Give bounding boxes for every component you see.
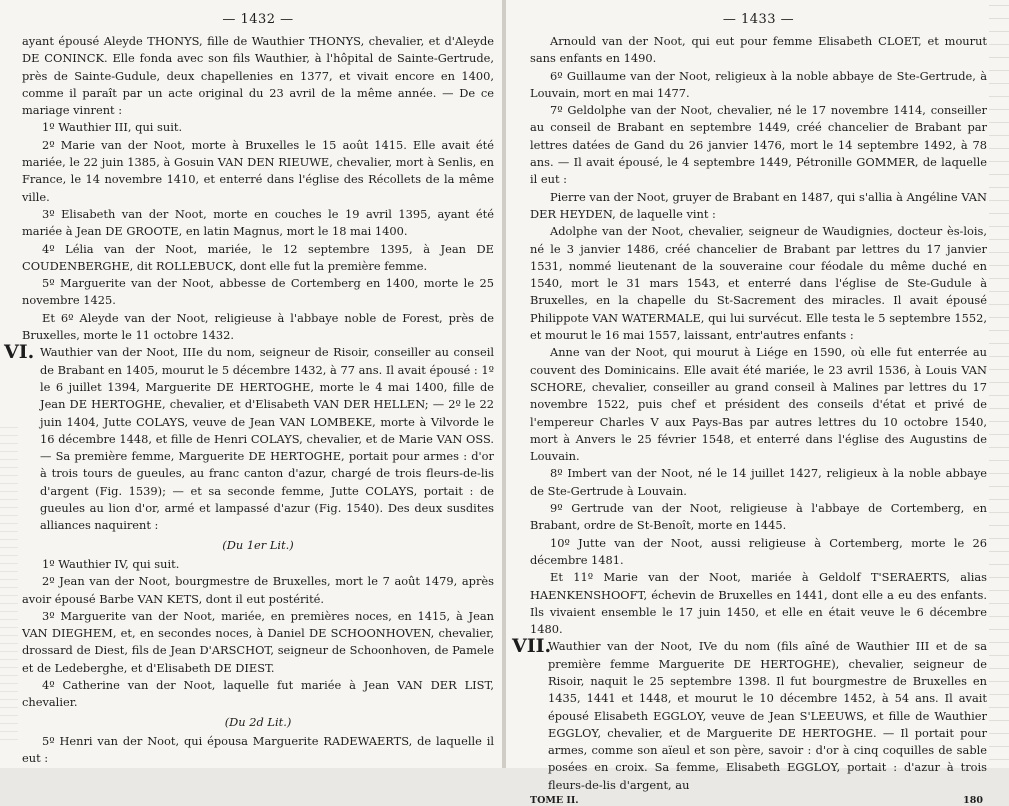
signature-number: 180: [963, 795, 983, 806]
paragraph: Arnould van der Noot, qui eut pour femme Elisabeth CLOET, et mourut sans enfants en 1490.: [530, 34, 987, 66]
paragraph: Et 6º Aleyde van der Noot, religieuse à l'abbaye noble de Forest, près de Bruxelles, morte le 11 octobre 1432.: [22, 310, 494, 343]
generation-numeral: VII.: [512, 635, 552, 658]
paragraph: 4º Catherine van der Noot, laquelle fut mariée à Jean VAN DER LIST, chevalier.: [22, 677, 494, 710]
paragraph: Pierre van der Noot, gruyer de Brabant en 1487, qui s'allia à Angéline VAN DER HEYDEN, de laquelle vint :: [530, 189, 987, 221]
paragraph: Et 11º Marie van der Noot, mariée à Geldolf T'SERAERTS, alias HAENKENSHOOFT, échevin de Bruxelles en 1441, dont elle a eu des enfants. Ils vivaient ensemble le 17 juin 1450, et elle en était veuve le 6 décembre 1480.: [530, 570, 987, 637]
page-number-right: — 1433 —: [722, 12, 795, 27]
page-number-left: — 1432 —: [222, 12, 294, 27]
paragraph: 3º Marguerite van der Noot, mariée, en premières noces, en 1415, à Jean VAN DIEGHEM, et, en secondes noces, à Daniel DE SCHOONHOVEN, chevalier, drossard de Diest, fils de Jean D'ARSCHOT, seigneur de Schoonhoven, de Pamele et de Ledeberghe, et d'Elisabeth DE DIEST.: [22, 608, 494, 675]
generation-vi: [4, 341, 494, 534]
paragraph: 3º Elisabeth van der Noot, morte en couches le 19 avril 1395, ayant été mariée à Jean DE GROOTE, en latin Magnus, mort le 18 mai 1400.: [22, 206, 494, 239]
page-footer: [530, 795, 987, 806]
paragraph: 1º Wauthier IV, qui suit.: [42, 556, 180, 571]
volume-label: TOME II.: [530, 795, 579, 806]
generation-text: Wauthier van der Noot, IIIe du nom, seigneur de Risoir, conseiller au conseil de Brabant en 1405, mourut le 5 décembre 1432, à 77 ans. Il avait épousé : 1º le 6 juillet 1394, Marguerite DE HERTOGHE, morte le 4 mai 1400, fille de Jean DE HERTOGHE, chevalier, et d'Elisabeth VAN DER HELLEN; — 2º le 22 juin 1404, Jutte COLAYS, veuve de Jean VAN LOMBEKE, morte à Vilvorde le 16 décembre 1448, et fille de Henri COLAYS, chevalier, et de Marie VAN OSS. — Sa première femme, Marguerite DE HERTOGHE, portait pour armes : d'or à trois tours de gueules, au franc canton d'azur, chargé de trois fleurs-de-lis d'argent (Fig. 1539); — et sa seconde femme, Jutte COLAYS, portait : de gueules au lion d'or, armé et lampassé d'azur (Fig. 1540). Des deux susdites alliances naquirent :: [40, 345, 494, 533]
generation-text: Wauthier van der Noot, IVe du nom (fils aîné de Wauthier III et de sa première femme Marguerite DE HERTOGHE), chevalier, seigneur de Risoir, naquit le 25 septembre 1398. Il fut bourgmestre de Bruxelles en 1435, 1441 et 1448, et mourut le 10 décembre 1452, à 54 ans. Il avait épousé Elisabeth EGGLOY, veuve de Jean S'LEEUWS, et fille de Wauthier EGGLOY, chevalier, et de Marguerite DE HERTOGHE. — Il portait pour armes, comme son aïeul et son père, savoir : d'or à cinq coquilles de sable posées en croix. Sa femme, Elisabeth EGGLOY, portait : d'azur à trois fleurs-de-lis d'argent, au: [548, 639, 987, 792]
generation-numeral: VI.: [4, 341, 35, 364]
paragraph: 10º Jutte van der Noot, aussi religieuse à Cortemberg, morte le 26 décembre 1481.: [530, 535, 987, 567]
scan-noise: [0, 420, 18, 740]
paragraph: 2º Jean van der Noot, bourgmestre de Bruxelles, mort le 7 août 1479, après avoir épousé Barbe VAN KETS, dont il eut postérité.: [22, 574, 494, 606]
paragraph: 9º Gertrude van der Noot, religieuse à l'abbaye de Cortemberg, en Brabant, ordre de St-Benoît, morte en 1445.: [530, 501, 987, 533]
left-page: [0, 0, 502, 768]
generation-vii: [512, 635, 987, 794]
paragraph: ayant épousé Aleyde THONYS, fille de Wauthier THONYS, chevalier, et d'Aleyde DE CONINCK. Elle fonda avec son fils Wauthier, à l'hôpital de Sainte-Gertrude, près de Sainte-Gudule, deux chapellenies en 1377, et vivait encore en 1400, comme il paraît par un acte original du 23 avril de la même année. — De ce mariage vinrent :: [22, 34, 494, 118]
paragraph: 8º Imbert van der Noot, né le 14 juillet 1427, religieux à la noble abbaye de Ste-Gertrude à Louvain.: [530, 466, 987, 498]
paragraph: 4º Lélia van der Noot, mariée, le 12 septembre 1395, à Jean DE COUDENBERGHE, dit ROLLEBUCK, dont elle fut la première femme.: [22, 241, 494, 273]
bed-heading: (Du 1er Lit.): [222, 537, 294, 552]
paragraph: 1º Wauthier III, qui suit.: [42, 120, 183, 135]
paragraph: 6º Guillaume van der Noot, religieux à la noble abbaye de Ste-Gertrude, à Louvain, mort en mai 1477.: [530, 68, 987, 100]
paragraph: 5º Henri van der Noot, qui épousa Marguerite RADEWAERTS, de laquelle il eut :: [22, 733, 494, 766]
paragraph: Adolphe van der Noot, chevalier, seigneur de Waudignies, docteur ès-lois, né le 3 janvier 1486, créé chancelier de Brabant par lettres du 17 janvier 1531, nommé lieutenant de la souveraine cour féodale du même duché en 1540, mort le 31 mars 1543, et enterré dans l'église de Ste-Gudule à Bruxelles, en la chapelle du St-Sacrement des miracles. Il avait épousé Philippote VAN WATERMALE, qui lui survécut. Elle testa le 5 septembre 1552, et mourut le 16 mai 1557, laissant, entr'autres enfants :: [530, 224, 987, 343]
paragraph: 7º Geldolphe van der Noot, chevalier, né le 17 novembre 1414, conseiller au conseil de Brabant en septembre 1449, créé chancelier de Brabant par lettres datées de Gand du 26 janvier 1476, mort le 14 septembre 1492, à 78 ans. — Il avait épousé, le 4 septembre 1449, Pétronille GOMMER, de laquelle il eut :: [530, 103, 987, 187]
paragraph: 2º Marie van der Noot, morte à Bruxelles le 15 août 1415. Elle avait été mariée, le 22 juin 1385, à Gosuin VAN DEN RIEUWE, chevalier, mort à Senlis, en France, le 14 novembre 1410, et enterré dans l'église des Récollets de la même ville.: [22, 137, 494, 204]
right-page: [506, 0, 1009, 806]
scan-noise: [989, 0, 1009, 768]
paragraph: 5º Marguerite van der Noot, abbesse de Cortemberg en 1400, morte le 25 novembre 1425.: [22, 276, 494, 308]
paragraph: Anne van der Noot, qui mourut à Liége en 1590, où elle fut enterrée au couvent des Dominicains. Elle avait été mariée, le 23 avril 1536, à Louis VAN SCHORE, chevalier, conseiller au grand conseil à Malines par lettres du 17 novembre 1522, puis chef et président des conseils d'état et privé de l'empereur Charles V aux Pays-Bas par autres lettres du 10 octobre 1540, mort à Anvers le 25 février 1548, et enterré dans l'église des Augustins de Louvain.: [530, 345, 987, 464]
bed-heading: (Du 2d Lit.): [224, 714, 292, 729]
